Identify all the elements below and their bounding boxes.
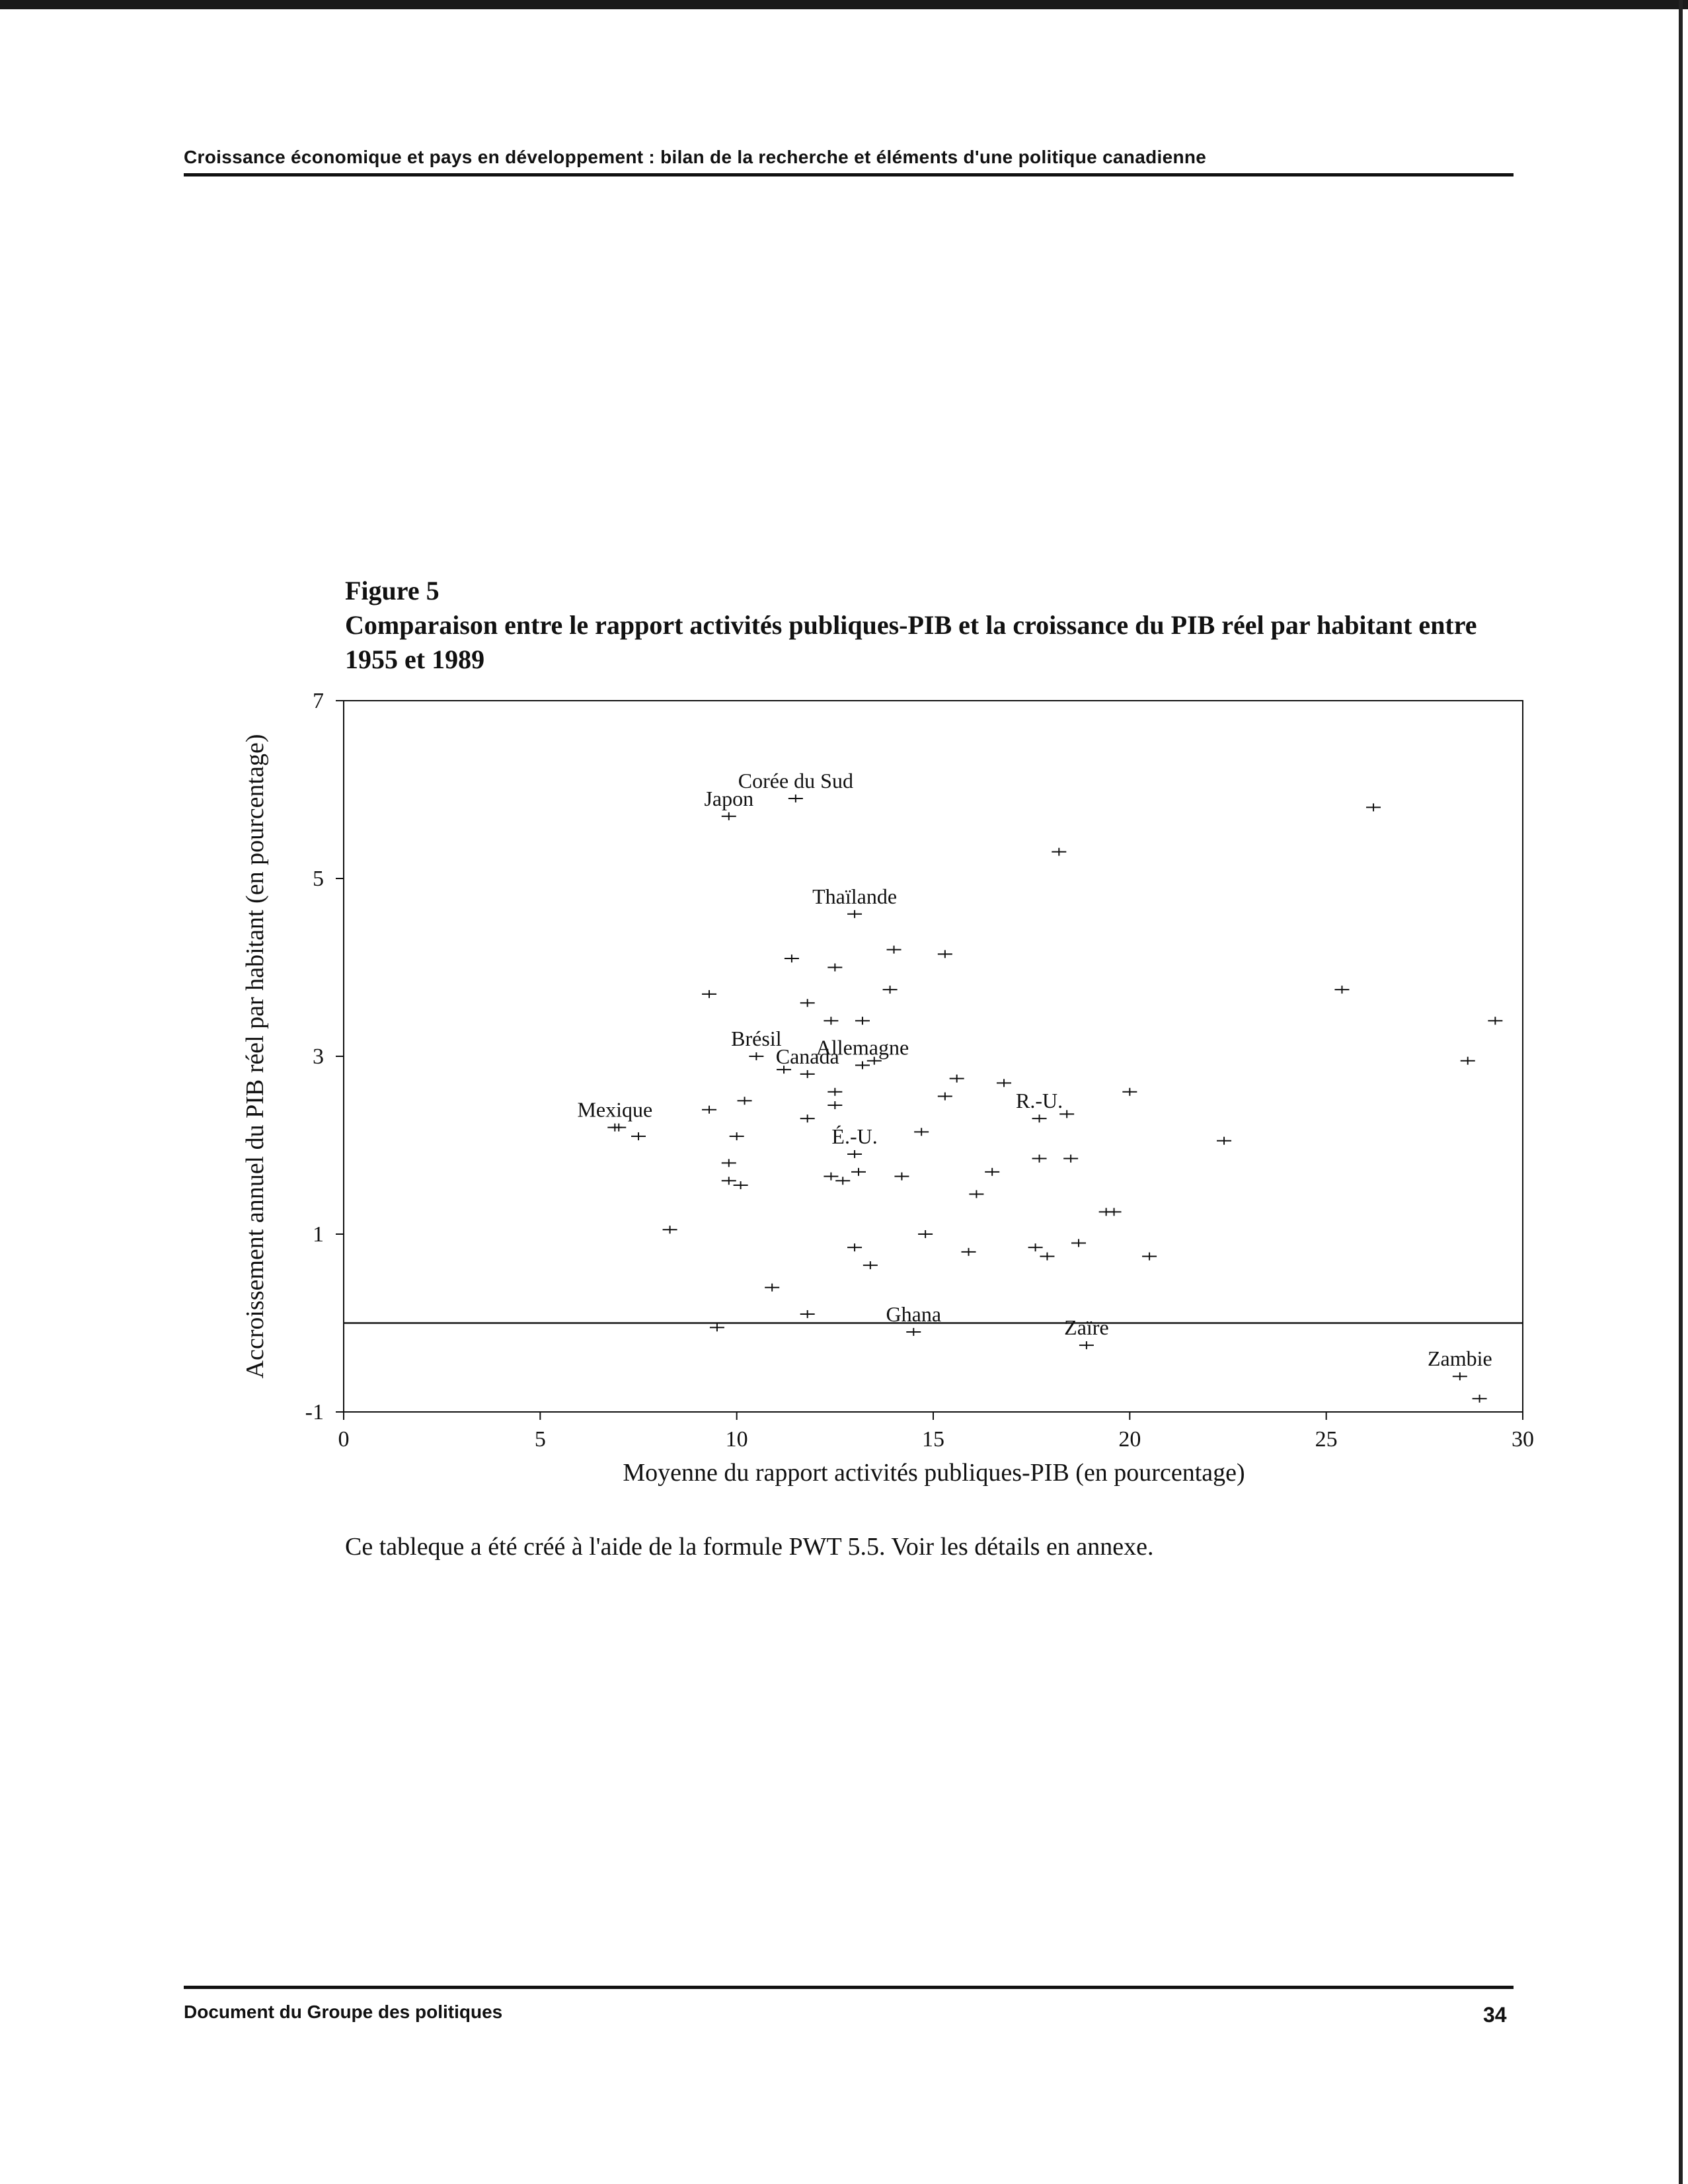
plus-marker (1122, 1088, 1137, 1096)
plus-marker (734, 1181, 748, 1189)
footer-title: Document du Groupe des politiques (184, 2002, 503, 2022)
point-label: Mexique (577, 1097, 653, 1122)
x-tick-label: 5 (534, 1427, 546, 1452)
y-tick-label: 1 (313, 1222, 324, 1247)
plus-marker (938, 1093, 952, 1101)
x-axis-title: Moyenne du rapport activités publiques-PIB (en pourcentage) (623, 1459, 1245, 1487)
plus-marker (1032, 1114, 1047, 1122)
running-header: Croissance économique et pays en développement : bilan de la recherche et éléments d'une politique canadienne (184, 147, 1207, 167)
plus-marker (894, 1173, 909, 1181)
plus-marker (827, 964, 842, 972)
plus-marker (827, 1088, 842, 1096)
plus-marker (800, 1310, 815, 1318)
plus-marker (1079, 1341, 1094, 1349)
footer-rule (184, 1986, 1514, 1989)
plus-marker (847, 1150, 862, 1158)
plus-marker (1052, 848, 1066, 856)
plus-marker (765, 1284, 779, 1292)
plus-marker (800, 999, 815, 1007)
x-tick-label: 30 (1512, 1427, 1534, 1452)
figure-title: Comparaison entre le rapport activités publiques-PIB et la croissance du PIB réel par habitant entre 1955 et 1989 (345, 610, 1477, 674)
header-rule (184, 173, 1514, 176)
plus-marker (1217, 1137, 1231, 1145)
point-label: Allemagne (816, 1035, 909, 1060)
plus-marker (1142, 1253, 1157, 1261)
plus-marker (969, 1190, 983, 1198)
y-axis (305, 689, 344, 1424)
scatter-chart (225, 674, 1560, 1520)
point-label: Corée du Sud (738, 768, 853, 793)
plus-marker (851, 1168, 866, 1176)
y-tick-label: 7 (313, 689, 324, 713)
plus-marker (847, 910, 862, 918)
plus-marker (785, 955, 799, 962)
point-label: É.-U. (831, 1124, 878, 1148)
plus-marker (722, 812, 736, 820)
point-label: Ghana (886, 1302, 942, 1326)
y-axis-title: Accroissement annuel du PIB réel par habitant (en pourcentage) (241, 734, 269, 1379)
plus-marker (611, 1124, 626, 1132)
plus-marker (906, 1328, 921, 1336)
plus-marker (855, 1017, 870, 1025)
point-label: Japon (704, 786, 754, 810)
plus-marker (863, 1261, 878, 1269)
plus-marker (887, 946, 902, 954)
plus-marker (1334, 986, 1349, 994)
plus-marker (1473, 1395, 1487, 1403)
point-labels (577, 769, 1492, 1370)
plus-marker (631, 1132, 646, 1140)
plot-area (305, 689, 1534, 1452)
x-axis (338, 1412, 1535, 1452)
plus-marker (1071, 1239, 1086, 1247)
plus-marker (663, 1226, 677, 1233)
figure-caption: Ce tableque a été créé à l'aide de la formule PWT 5.5. Voir les détails en annexe. (345, 1533, 1154, 1561)
x-tick-label: 20 (1118, 1427, 1141, 1452)
plus-marker (788, 795, 803, 802)
point-label: R.-U. (1016, 1089, 1063, 1113)
point-label: Brésil (731, 1027, 782, 1050)
y-tick-label: 5 (313, 867, 324, 891)
point-label: Zaïre (1064, 1315, 1109, 1340)
plus-marker (1488, 1017, 1502, 1025)
plus-marker (1366, 803, 1381, 811)
y-tick-label: 3 (313, 1044, 324, 1069)
point-label: Zambie (1427, 1346, 1492, 1371)
figure-label: Figure 5 (345, 576, 440, 605)
plus-marker (738, 1097, 752, 1105)
plus-marker (997, 1079, 1011, 1087)
x-tick-label: 15 (922, 1427, 944, 1452)
plus-marker (800, 1114, 815, 1122)
plus-marker (855, 1061, 870, 1069)
plus-marker (1461, 1057, 1475, 1065)
plus-marker (918, 1230, 933, 1238)
plus-marker (914, 1128, 929, 1136)
point-label: Thaïlande (812, 884, 898, 908)
plus-marker (1063, 1155, 1078, 1163)
plus-marker (883, 986, 898, 994)
plus-marker (1032, 1155, 1047, 1163)
page-number: 34 (1483, 2003, 1507, 2027)
point-label: Canada (775, 1044, 839, 1068)
plus-marker (730, 1132, 744, 1140)
x-tick-label: 25 (1315, 1427, 1338, 1452)
x-tick-label: 10 (725, 1427, 748, 1452)
plus-marker (702, 990, 716, 998)
plus-marker (1040, 1253, 1054, 1261)
plus-marker (950, 1075, 964, 1083)
plus-marker (722, 1177, 736, 1185)
plus-marker (710, 1323, 724, 1331)
plus-marker (749, 1052, 763, 1060)
plus-marker (824, 1173, 838, 1181)
plus-marker (835, 1177, 850, 1185)
plus-marker (722, 1159, 736, 1167)
plus-marker (824, 1017, 838, 1025)
top-scan-border (0, 0, 1688, 9)
x-tick-label: 0 (338, 1427, 350, 1452)
plus-marker (702, 1106, 716, 1114)
plus-marker (800, 1070, 815, 1078)
right-scan-border (1679, 0, 1683, 2184)
plus-marker (827, 1101, 842, 1109)
plus-marker (847, 1243, 862, 1251)
plus-marker (962, 1248, 976, 1256)
y-tick-label: -1 (305, 1400, 324, 1424)
plus-marker (1107, 1208, 1122, 1216)
plus-marker (938, 950, 952, 958)
plus-marker (1028, 1243, 1043, 1251)
plus-marker (985, 1168, 999, 1176)
plus-marker (1453, 1372, 1467, 1380)
